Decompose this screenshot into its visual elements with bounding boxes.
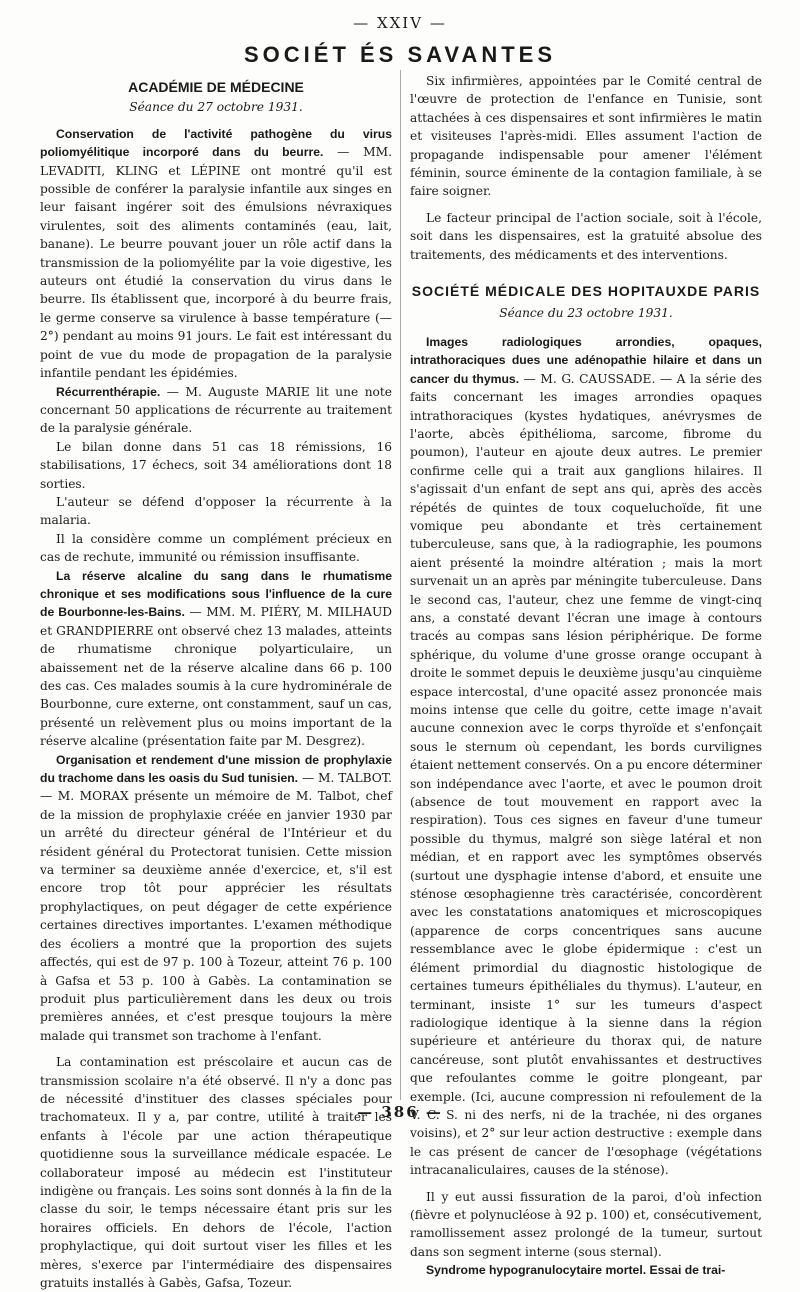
society-heading: SOCIÉTÉ MÉDICALE DES HOPITAUXDE PARIS [411,283,761,300]
academy-heading: ACADÉMIE DE MÉDECINE [128,79,304,95]
article-body: — MM. M. PIÉRY, M. MILHAUD et GRANDPIERRE ont observé chez 13 malades, atteints de rhumatisme chronique polyarticulaire, un abaissement net de la réserve alcaline dans 66 p. 100 des cas. Ces malades soumis à la cure hydrominérale de Bourbonne, cure externe, ont constamment, sauf un cas, présenté un relèvement plus ou moins important de la réserve alcaline (présentation faite par M. Desgrez). [40,605,393,749]
paragraph: La contamination est préscolaire et aucun cas de transmission scolaire n'a été observé. Il n'y a donc pas de nécessité d'instituer des classes spéciales pour trachomateux. Il y a, par contre, utilité à traiter les enfants à l'école par une action thérapeutique quotidienne sous la surveillance médicale espacée. Le collaborateur imposé au médecin est l'instituteur indigène ou français. Les soins sont donnés à la fin de la classe du soir, le temps nécessaire étant pris sur les horaires officiels. En dehors de l'école, l'action prophylactique, qui doit surtout viser les filles et les mères, s'exerce par l'intermédiaire des dispensaires gratuits installés à Gabès, Gafsa, Tozeur. [40,1055,392,1290]
paragraph: Il y eut aussi fissuration de la paroi, d'où infection (fièvre et polynucléose à 92 p. 100) et, consécutivement, ramollissement assez prolongé de la tumeur, surtout dans son segment interne (sous sternal). [410,1189,762,1259]
spacer [410,1180,762,1188]
right-column [410,72,762,1280]
article-title: Images radiologiques arrondies, opaques, intrathoraciques dues une adénopathie hilaire et dans un cancer du thymus. [410,334,762,386]
article-body: — M. G. CAUSSADE. — A la série des faits concernant les images arrondies opaques intrathoraciques (kystes hydatiques, anévrysmes de l'aorte, abcès épithélioma, sarcome, fibrome du poumon), l'auteur en ajoute deux autres. Le premier confirme celle qui a trait aux ganglions hilaires. Il s'agissait d'un enfant de sept ans qui, après des accès répétés de quintes de toux coqueluchoïde, fit une vomique peu abondante et très certainement tuberculeuse, sans que, à la radiographie, les poumons aient présenté la moindre altération ; mais la mort survenait un an après par méningite tuberculeuse. Dans le second cas, l'auteur, chez une femme de vingt-cinq ans, a constaté devant l'écran une image à contours tracés au compas sans lésion périphérique. De forme sphérique, du volume d'une grosse orange occupant à droite le sommet depuis le deuxième jusqu'au cinquième espace intercostal, d'une opacité assez prononcée mais moins intense que celle du goitre, cette image n'avait aucune connexion avec le corps thyroïde et s'enfonçait sous le sternum où cependant, les bords curvilignes étaient nettement conservés. On a pu encore déterminer son indépendance avec l'aorte, et avec le poumon droit (absence de tout mouvement en rapport avec la respiration). Tous ces signes en faveur d'une tumeur possible du thymus, malgré son siège latéral et non médian, et en rapport avec les symptômes observés (surtout une dysphagie intense d'abord, et ensuite une sténose œsophagienne très caractérisée, concordèrent avec les constatations anatomiques et microscopiques (apparence de corps concentriques sans aucune ressemblance avec le globe épidermique : c'est un élément primordial du diagnostic histologique de certaines tumeurs épithéliales du thymus). L'auteur, en terminant, insiste 1° sur les tumeurs d'aspect radiologique identique à la sienne dans la région supérieure et antérieure du thorax qui, de nature cancéreuse, sont plutôt envahissantes et destructives que refoulantes comme le goitre plongeant, par exemple. (Ici, aucune compression ni refoulement de la V. C. S. ni des nerfs, ni de la trachée, ni des organes voisins), et 2° sur leur action destructive : exemple dans le cas présent de cancer de l'œsophage (végétations intracanaliculaires, causes de la sténose). [410,371,762,1178]
spacer [40,1045,392,1053]
article-trachome [40,751,392,1046]
spacer [410,201,762,209]
article-recurrentherapie [40,383,392,438]
article-title: Conservation de l'activité pathogène du virus poliomyélitique incorporé dans du beurre. [40,126,392,160]
paragraph: Six infirmières, appointées par le Comité central de l'œuvre de protection de l'enfance en Tunisie, sont attachées à ces dispensaires et sont infirmières le matin et visiteuses l'après-midi. Elles assument l'action de propagande indispensable pour amener l'élément féminin, source éminente de la contagion familiale, à se faire soigner. [410,74,762,199]
article-images-radiologiques [410,333,762,1180]
article-title: Organisation et rendement d'une mission de prophylaxie du trachome dans les oasis du Sud tunisien. [40,752,392,786]
header-page-number: — XXIV — [353,14,447,32]
paragraph: L'auteur se défend d'opposer la récurrente à la malaria. [40,494,392,528]
paragraph: Il la considère comme un complément précieux en cas de rechute, immunité ou rémission insuffisante. [40,531,392,565]
column-divider [400,70,401,1100]
seance-date: Séance du 27 octobre 1931. [129,100,303,115]
article-reserve-alcaline [40,567,392,751]
paragraph: Le bilan donne dans 51 cas 18 rémissions, 16 stabilisations, 17 échecs, soit 34 améliorations dont 18 sorties. [40,439,392,491]
seance-date: Séance du 23 octobre 1931. [499,306,673,321]
footer-page-number: — 386 — [357,1103,443,1121]
article-body: — M. Auguste MARIE lit une note concernant 50 applications de récurrente au traitement de la paralysie générale. [40,384,392,436]
article-body: — M. TALBOT. — M. MORAX présente un mémoire de M. Talbot, chef de la mission de prophylaxie créée en janvier 1930 par un arrêté du directeur général de l'Intérieur et du résident général du Protectorat tunisien. Cette mission va terminer sa deuxième année d'exercice, et, s'il est encore trop tôt pour apprécier les résultats prophylactiques, on peut dégager de cette expérience certaines directives importantes. L'examen méthodique des écoliers a montré que la proportion des sujets affectés, qui est de 97 p. 100 à Tozeur, atteint 76 p. 100 à Gafsa et 53 p. 100 à Gabès. La contamination se produit plus particulièrement dans les deux ou trois premières années, et c'est presque toujours la mère malade qui transmet son trachome à l'enfant. [40,771,393,1043]
article-body: — MM. LEVADITI, KLING et LÉPINE ont montré qu'il est possible de conférer la paralysie infantile aux singes en leur faisant ingérer soit des émulsions névraxiques virulentes, soit des aliments contaminés (eau, lait, banane). Le beurre pouvant jouer un rôle actif dans la transmission de la poliomyélite par la voie digestive, les auteurs ont étudié la conservation du virus dans le beurre. Ils établissent que, incorporé à du beurre frais, le germe conserve sa virulence à basse température (— 2°) pendant au moins 91 jours. Le fait est intéressant du point de vue du mode de propagation de la paralysie infantile pendant les épidémies. [40,145,392,381]
article-title: Syndrome hypogranulocytaire mortel. Essai de trai- [426,1263,726,1278]
article-title: Récurrenthérapie. [56,384,161,399]
article-title: La réserve alcaline du sang dans le rhumatisme chronique et ses modifications sous l'influence de la cure de Bourbonne-les-Bains. [40,568,392,620]
section-title: SOCIÉT ÉS SAVANTES [243,42,556,67]
paragraph: Le facteur principal de l'action sociale, soit à l'école, soit dans les dispensaires, est la gratuité absolue des traitements, des médicaments et des interventions. [410,210,762,262]
article-conservation [40,125,392,383]
article-syndrome [410,1261,762,1279]
